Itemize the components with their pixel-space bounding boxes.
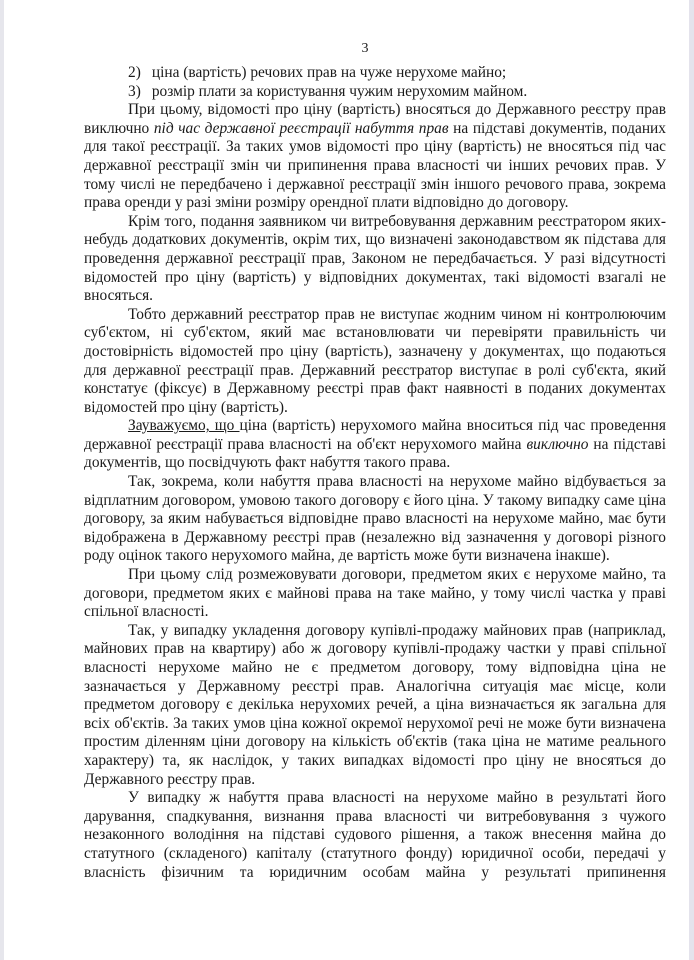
paragraph-text: на підставі документів, що посвідчують факт набуття такого права.	[84, 435, 666, 472]
document-body	[84, 64, 666, 882]
list-item-number: 2)	[128, 64, 141, 81]
page-right-edge	[689, 0, 694, 960]
list-item-text: ціна (вартість) речових прав на чуже нерухоме майно;	[151, 64, 507, 81]
underlined-emphasis: Зауважуємо, що	[128, 417, 240, 435]
list-item-number: 3)	[128, 82, 141, 100]
paragraph-text: на підставі документів, поданих для такої реєстрації. За таких умов відомості про ціну (вартість) не вносяться під час державної реєстрації змін чи припинення права власності чи інших речових прав. У тому числі не передбачено і державної реєстрації змін іншого речового права, зокрема права оренди у разі зміни розміру орендної плати відповідно до договору.	[84, 119, 666, 212]
italic-emphasis: під час державної реєстрації набуття прав	[153, 119, 449, 137]
page-left-edge	[0, 0, 4, 960]
paragraph-text: ціна (вартість) нерухомого майна вноситься під час проведення державної реєстрації права власності на об'єкт нерухомого майна	[84, 417, 666, 453]
list-item	[84, 83, 666, 102]
italic-emphasis: виключно	[526, 435, 589, 453]
paragraph-registrar-role: Тобто державний реєстратор прав не виступає жодним чином ні контролюючим суб'єктом, ні суб'єктом, який має встановлювати чи перевіряти правильність чи достовірність відомостей про ціну (вартість), зазначену у документах, що подаються для державної реєстрації прав. Державний реєстратор виступає в ролі суб'єкта, який констатує (фіксує) в Державному реєстрі прав факт наявності в поданих документах відомостей про ціну (вартість).	[84, 305, 666, 416]
list-item-text: розмір плати за користування чужим нерухомим майном.	[151, 82, 528, 100]
paragraph-note	[84, 417, 666, 473]
paragraph-paid-contract: Так, зокрема, коли набуття права власності на нерухоме майно відбувається за відплатним договором, умовою такого договору є його ціна. У такому випадку саме ціна договору, за яким набувається відповідне право власності на нерухоме майно, має бути відображена в Державному реєстрі прав (незалежно від зазначення у договорі різного роду оцінок такого нерухомого майна, де вартість може бути визначена інакше).	[84, 473, 666, 565]
paragraph-gift-inheritance: У випадку ж набуття права власності на нерухоме майно в результаті його дарування, спадкування, визнання права власності чи витребовування з чужого незаконного володіння на підставі судового рішення, а також внесення майна до статутного (складеного) капіталу (статутного фонду) юридичної особи, передачі у власність фізичним та юридичним особам майна у результаті припинення	[84, 789, 666, 881]
paragraph-distinguish-contracts: При цьому слід розмежовувати договори, предметом яких є нерухоме майно, та договори, предметом яких є майнові права на таке майно, у тому числі частка у праві спільної власності.	[84, 566, 666, 621]
page-number: 3	[361, 41, 369, 56]
paragraph-additional-documents: Крім того, подання заявником чи витребовування державним реєстратором яких-небудь додаткових документів, окрім тих, що визначені законодавством як підстава для проведення державної реєстрації прав, Законом не передбачається. У разі відсутності відомостей про ціну (вартість) у відповідних документах, такі відомості взагалі не вносяться.	[84, 212, 666, 305]
list-item	[84, 64, 666, 83]
paragraph-property-rights-sale: Так, у випадку укладення договору купівлі-продажу майнових прав (наприклад, майнових прав на квартиру) або ж договору купівлі-продажу частки у праві спільної власності нерухоме майно не є предметом договору, тому відповідна ціна не зазначається у Державному реєстрі прав. Аналогічна ситуація має місце, коли предметом договору є декілька нерухомих речей, а ціна визначається як загальна для всіх об'єктів. За таких умов ціна кожної окремої нерухомої речі не може бути визначена простим діленням ціни договору на кількість об'єктів (така ціна не матиме реального характеру) та, як наслідок, у таких випадках відомості про ціну не вносяться до Державного реєстру прав.	[84, 621, 666, 788]
paragraph-price-entry	[84, 101, 666, 213]
paragraph-text: При цьому, відомості про ціну (вартість) вносяться до Державного реєстру прав виключно	[84, 101, 666, 137]
